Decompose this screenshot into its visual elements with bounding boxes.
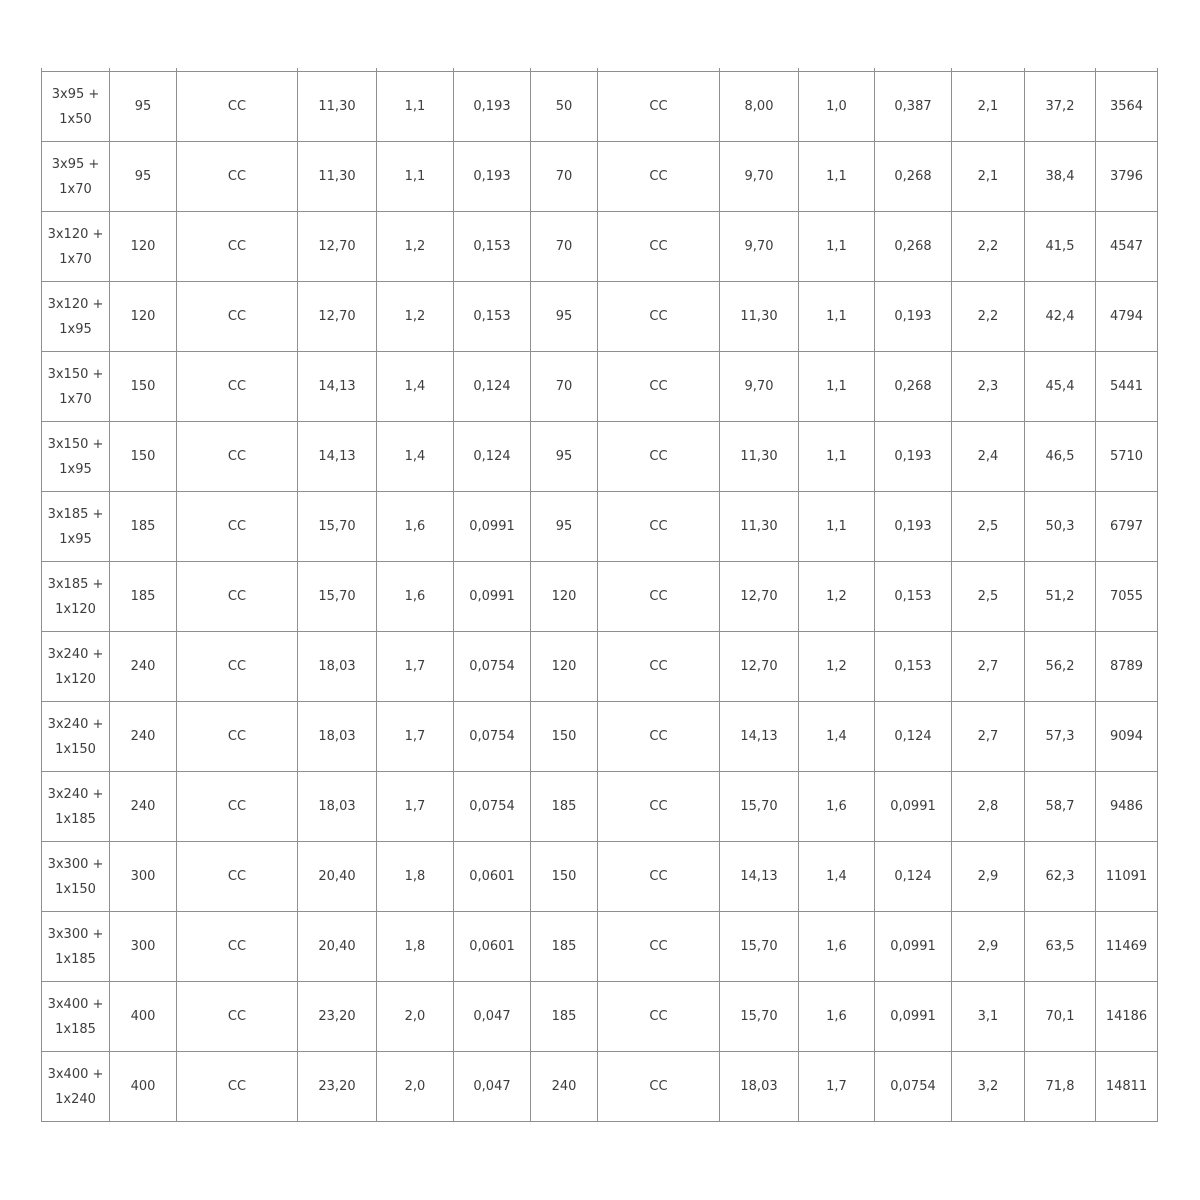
- cable-mark-line1: 3x150 +: [47, 436, 104, 452]
- cell-outer-diameter: 57,3: [1025, 702, 1096, 772]
- cell-phase-insulation-thickness: 1,8: [377, 842, 454, 912]
- table-row: [42, 72, 1158, 142]
- cell-phase-conductor-type: CC: [177, 352, 298, 422]
- cell-outer-diameter: 42,4: [1025, 282, 1096, 352]
- cell-phase-insulation-thickness: 2,0: [377, 982, 454, 1052]
- table-row: [42, 562, 1158, 632]
- cell-phase-conductor-type: CC: [177, 912, 298, 982]
- cell-neutral-resistance: 0,0991: [875, 772, 952, 842]
- cell-neutral-conductor-diameter: 15,70: [720, 982, 799, 1052]
- cell-neutral-resistance: 0,124: [875, 842, 952, 912]
- cell-phase-insulation-thickness: 1,4: [377, 352, 454, 422]
- cell-neutral-conductor-type: CC: [598, 352, 720, 422]
- cell-phase-section: 240: [110, 772, 177, 842]
- cell-phase-conductor-type: CC: [177, 772, 298, 842]
- cell-sheath-thickness: 2,7: [952, 632, 1025, 702]
- cable-mark-line1: 3x300 +: [47, 856, 104, 872]
- table-row: [42, 842, 1158, 912]
- cell-weight: 4547: [1096, 212, 1158, 282]
- cell-neutral-conductor-type: CC: [598, 772, 720, 842]
- cell-phase-insulation-thickness: 2,0: [377, 1052, 454, 1122]
- cell-cable-mark: [42, 982, 110, 1052]
- cell-outer-diameter: 50,3: [1025, 492, 1096, 562]
- cell-phase-insulation-thickness: 1,2: [377, 282, 454, 352]
- cable-mark-line2: 1x95: [59, 531, 92, 547]
- cell-outer-diameter: 41,5: [1025, 212, 1096, 282]
- cell-neutral-resistance: 0,0991: [875, 912, 952, 982]
- cell-neutral-insulation-thickness: 1,4: [799, 702, 875, 772]
- cell-weight: 7055: [1096, 562, 1158, 632]
- cell-neutral-insulation-thickness: 1,1: [799, 282, 875, 352]
- cell-sheath-thickness: 2,9: [952, 912, 1025, 982]
- cell-neutral-section: 185: [531, 982, 598, 1052]
- cell-sheath-thickness: 2,2: [952, 282, 1025, 352]
- cell-neutral-conductor-diameter: 11,30: [720, 492, 799, 562]
- cell-neutral-conductor-type: CC: [598, 282, 720, 352]
- cell-phase-conductor-diameter: 20,40: [298, 842, 377, 912]
- cell-phase-resistance: 0,047: [454, 982, 531, 1052]
- cell-neutral-section: 95: [531, 282, 598, 352]
- cell-weight: 3796: [1096, 142, 1158, 212]
- cable-mark-line2: 1x185: [55, 811, 96, 827]
- cell-phase-insulation-thickness: 1,2: [377, 212, 454, 282]
- table-body: [42, 68, 1158, 1122]
- cell-phase-resistance: 0,0601: [454, 912, 531, 982]
- cell-neutral-resistance: 0,268: [875, 352, 952, 422]
- cell-neutral-conductor-diameter: 8,00: [720, 72, 799, 142]
- table-row: [42, 1052, 1158, 1122]
- cell-weight: 8789: [1096, 632, 1158, 702]
- table-row: [42, 982, 1158, 1052]
- cell-cable-mark: [42, 632, 110, 702]
- cell-neutral-conductor-diameter: 9,70: [720, 212, 799, 282]
- cell-neutral-conductor-diameter: 15,70: [720, 772, 799, 842]
- cell-phase-conductor-diameter: 11,30: [298, 142, 377, 212]
- cell-neutral-conductor-type: CC: [598, 1052, 720, 1122]
- cable-mark-line2: 1x95: [59, 461, 92, 477]
- table-row: [42, 352, 1158, 422]
- cell-phase-resistance: 0,0991: [454, 492, 531, 562]
- cable-mark-line2: 1x185: [55, 1021, 96, 1037]
- cell-phase-conductor-diameter: 20,40: [298, 912, 377, 982]
- cell-neutral-conductor-diameter: 9,70: [720, 142, 799, 212]
- cell-sheath-thickness: 2,9: [952, 842, 1025, 912]
- cell-phase-conductor-diameter: 23,20: [298, 1052, 377, 1122]
- cell-neutral-insulation-thickness: 1,6: [799, 772, 875, 842]
- cell-neutral-resistance: 0,193: [875, 492, 952, 562]
- cell-neutral-conductor-type: CC: [598, 422, 720, 492]
- cell-neutral-conductor-diameter: 11,30: [720, 282, 799, 352]
- cell-phase-insulation-thickness: 1,7: [377, 772, 454, 842]
- cell-neutral-conductor-diameter: 11,30: [720, 422, 799, 492]
- cell-phase-section: 240: [110, 632, 177, 702]
- cell-phase-section: 300: [110, 842, 177, 912]
- cell-sheath-thickness: 2,1: [952, 142, 1025, 212]
- cell-weight: 14186: [1096, 982, 1158, 1052]
- cell-phase-conductor-type: CC: [177, 632, 298, 702]
- cell-phase-conductor-type: CC: [177, 842, 298, 912]
- cell-sheath-thickness: 2,1: [952, 72, 1025, 142]
- cable-mark-line2: 1x150: [55, 881, 96, 897]
- cell-neutral-insulation-thickness: 1,1: [799, 142, 875, 212]
- cable-mark-line2: 1x120: [55, 601, 96, 617]
- cell-neutral-resistance: 0,193: [875, 282, 952, 352]
- cable-mark-line2: 1x185: [55, 951, 96, 967]
- cell-neutral-resistance: 0,0991: [875, 982, 952, 1052]
- cell-neutral-section: 95: [531, 492, 598, 562]
- cell-phase-conductor-type: CC: [177, 282, 298, 352]
- cell-phase-conductor-type: CC: [177, 1052, 298, 1122]
- cell-phase-section: 150: [110, 422, 177, 492]
- cell-sheath-thickness: 2,5: [952, 562, 1025, 632]
- cell-phase-conductor-type: CC: [177, 142, 298, 212]
- cell-neutral-resistance: 0,0754: [875, 1052, 952, 1122]
- cell-neutral-insulation-thickness: 1,1: [799, 492, 875, 562]
- cell-weight: 9094: [1096, 702, 1158, 772]
- cell-phase-conductor-diameter: 12,70: [298, 282, 377, 352]
- cell-outer-diameter: 46,5: [1025, 422, 1096, 492]
- cable-mark-line2: 1x70: [59, 391, 92, 407]
- cell-cable-mark: [42, 912, 110, 982]
- cell-phase-section: 185: [110, 492, 177, 562]
- cell-weight: 14811: [1096, 1052, 1158, 1122]
- cell-weight: 3564: [1096, 72, 1158, 142]
- cable-mark-line1: 3x185 +: [47, 506, 104, 522]
- cell-phase-conductor-type: CC: [177, 422, 298, 492]
- cable-spec-table-container: [41, 68, 1158, 1122]
- cable-spec-table: [41, 68, 1158, 1122]
- cell-sheath-thickness: 2,7: [952, 702, 1025, 772]
- cell-neutral-conductor-diameter: 9,70: [720, 352, 799, 422]
- cell-neutral-insulation-thickness: 1,2: [799, 632, 875, 702]
- cell-phase-section: 300: [110, 912, 177, 982]
- cell-neutral-section: 120: [531, 632, 598, 702]
- cable-mark-line1: 3x120 +: [47, 226, 104, 242]
- cell-neutral-conductor-type: CC: [598, 212, 720, 282]
- cell-neutral-insulation-thickness: 1,7: [799, 1052, 875, 1122]
- cell-cable-mark: [42, 842, 110, 912]
- cell-neutral-conductor-diameter: 14,13: [720, 842, 799, 912]
- cell-neutral-conductor-type: CC: [598, 72, 720, 142]
- cell-neutral-resistance: 0,124: [875, 702, 952, 772]
- table-row: [42, 492, 1158, 562]
- cell-phase-conductor-diameter: 23,20: [298, 982, 377, 1052]
- cell-phase-section: 95: [110, 72, 177, 142]
- cable-mark-line1: 3x400 +: [47, 1066, 104, 1082]
- cell-phase-conductor-diameter: 15,70: [298, 492, 377, 562]
- cell-cable-mark: [42, 72, 110, 142]
- cell-cable-mark: [42, 282, 110, 352]
- cell-neutral-insulation-thickness: 1,0: [799, 72, 875, 142]
- cell-outer-diameter: 62,3: [1025, 842, 1096, 912]
- cell-phase-section: 120: [110, 212, 177, 282]
- cable-mark-line1: 3x120 +: [47, 296, 104, 312]
- cell-phase-conductor-diameter: 18,03: [298, 772, 377, 842]
- cell-neutral-insulation-thickness: 1,4: [799, 842, 875, 912]
- cell-weight: 9486: [1096, 772, 1158, 842]
- cell-sheath-thickness: 2,2: [952, 212, 1025, 282]
- cable-mark-line1: 3x400 +: [47, 996, 104, 1012]
- cell-cable-mark: [42, 1052, 110, 1122]
- cell-weight: 6797: [1096, 492, 1158, 562]
- cell-outer-diameter: 45,4: [1025, 352, 1096, 422]
- cell-phase-conductor-diameter: 18,03: [298, 632, 377, 702]
- cell-phase-resistance: 0,0601: [454, 842, 531, 912]
- cell-neutral-conductor-type: CC: [598, 142, 720, 212]
- cell-cable-mark: [42, 702, 110, 772]
- cell-neutral-section: 70: [531, 352, 598, 422]
- cell-phase-resistance: 0,153: [454, 212, 531, 282]
- cell-neutral-resistance: 0,387: [875, 72, 952, 142]
- cell-phase-conductor-diameter: 15,70: [298, 562, 377, 632]
- cell-phase-insulation-thickness: 1,4: [377, 422, 454, 492]
- cable-mark-line1: 3x300 +: [47, 926, 104, 942]
- cell-cable-mark: [42, 772, 110, 842]
- table-row: [42, 282, 1158, 352]
- cell-neutral-conductor-diameter: 14,13: [720, 702, 799, 772]
- cell-neutral-insulation-thickness: 1,1: [799, 352, 875, 422]
- table-row: [42, 632, 1158, 702]
- cable-mark-line2: 1x70: [59, 181, 92, 197]
- cell-phase-section: 400: [110, 982, 177, 1052]
- table-row: [42, 422, 1158, 492]
- cell-phase-section: 150: [110, 352, 177, 422]
- cable-mark-line2: 1x95: [59, 321, 92, 337]
- cell-weight: 11469: [1096, 912, 1158, 982]
- cell-neutral-section: 50: [531, 72, 598, 142]
- cable-mark-line2: 1x50: [59, 111, 92, 127]
- cell-outer-diameter: 37,2: [1025, 72, 1096, 142]
- table-row: [42, 702, 1158, 772]
- cable-mark-line1: 3x240 +: [47, 786, 104, 802]
- cell-phase-insulation-thickness: 1,7: [377, 702, 454, 772]
- cell-cable-mark: [42, 142, 110, 212]
- cable-mark-line1: 3x185 +: [47, 576, 104, 592]
- cell-neutral-section: 150: [531, 842, 598, 912]
- cell-phase-conductor-type: CC: [177, 982, 298, 1052]
- cell-phase-section: 95: [110, 142, 177, 212]
- cell-phase-conductor-type: CC: [177, 702, 298, 772]
- cell-neutral-resistance: 0,268: [875, 212, 952, 282]
- cell-phase-resistance: 0,124: [454, 352, 531, 422]
- cell-neutral-resistance: 0,153: [875, 562, 952, 632]
- cable-mark-line2: 1x120: [55, 671, 96, 687]
- cell-neutral-conductor-type: CC: [598, 632, 720, 702]
- cell-phase-insulation-thickness: 1,1: [377, 72, 454, 142]
- cell-neutral-conductor-type: CC: [598, 842, 720, 912]
- cable-mark-line2: 1x150: [55, 741, 96, 757]
- cell-sheath-thickness: 2,5: [952, 492, 1025, 562]
- cable-mark-line1: 3x95 +: [51, 156, 100, 172]
- cell-sheath-thickness: 2,4: [952, 422, 1025, 492]
- table-row: [42, 212, 1158, 282]
- cell-neutral-resistance: 0,268: [875, 142, 952, 212]
- cell-weight: 5441: [1096, 352, 1158, 422]
- cell-neutral-conductor-diameter: 12,70: [720, 632, 799, 702]
- cell-weight: 4794: [1096, 282, 1158, 352]
- cell-phase-conductor-type: CC: [177, 72, 298, 142]
- cell-phase-insulation-thickness: 1,6: [377, 492, 454, 562]
- cell-phase-insulation-thickness: 1,6: [377, 562, 454, 632]
- cable-mark-line1: 3x240 +: [47, 646, 104, 662]
- cell-phase-resistance: 0,0754: [454, 632, 531, 702]
- cell-neutral-section: 120: [531, 562, 598, 632]
- cell-neutral-insulation-thickness: 1,2: [799, 562, 875, 632]
- cell-neutral-resistance: 0,153: [875, 632, 952, 702]
- cell-outer-diameter: 51,2: [1025, 562, 1096, 632]
- cell-outer-diameter: 70,1: [1025, 982, 1096, 1052]
- cell-neutral-section: 70: [531, 142, 598, 212]
- cable-mark-line1: 3x150 +: [47, 366, 104, 382]
- cell-weight: 11091: [1096, 842, 1158, 912]
- cell-outer-diameter: 58,7: [1025, 772, 1096, 842]
- cell-phase-section: 400: [110, 1052, 177, 1122]
- cell-sheath-thickness: 2,8: [952, 772, 1025, 842]
- cell-weight: 5710: [1096, 422, 1158, 492]
- cell-outer-diameter: 38,4: [1025, 142, 1096, 212]
- cell-neutral-conductor-type: CC: [598, 492, 720, 562]
- cell-phase-conductor-type: CC: [177, 212, 298, 282]
- cell-neutral-insulation-thickness: 1,1: [799, 212, 875, 282]
- cell-phase-resistance: 0,0754: [454, 702, 531, 772]
- cell-neutral-section: 70: [531, 212, 598, 282]
- cell-neutral-section: 185: [531, 772, 598, 842]
- cell-phase-resistance: 0,124: [454, 422, 531, 492]
- cell-phase-conductor-diameter: 12,70: [298, 212, 377, 282]
- cell-cable-mark: [42, 562, 110, 632]
- cell-phase-conductor-diameter: 11,30: [298, 72, 377, 142]
- cell-phase-insulation-thickness: 1,8: [377, 912, 454, 982]
- cell-neutral-section: 240: [531, 1052, 598, 1122]
- cable-mark-line2: 1x240: [55, 1091, 96, 1107]
- cable-mark-line1: 3x240 +: [47, 716, 104, 732]
- cell-neutral-section: 95: [531, 422, 598, 492]
- cell-sheath-thickness: 3,1: [952, 982, 1025, 1052]
- cell-outer-diameter: 56,2: [1025, 632, 1096, 702]
- table-row: [42, 772, 1158, 842]
- cell-neutral-section: 185: [531, 912, 598, 982]
- cell-phase-resistance: 0,153: [454, 282, 531, 352]
- cell-cable-mark: [42, 422, 110, 492]
- cell-neutral-section: 150: [531, 702, 598, 772]
- cell-sheath-thickness: 3,2: [952, 1052, 1025, 1122]
- cell-phase-section: 240: [110, 702, 177, 772]
- cell-neutral-conductor-type: CC: [598, 562, 720, 632]
- cell-phase-conductor-type: CC: [177, 562, 298, 632]
- cell-sheath-thickness: 2,3: [952, 352, 1025, 422]
- cell-neutral-insulation-thickness: 1,6: [799, 912, 875, 982]
- cable-mark-line2: 1x70: [59, 251, 92, 267]
- cell-neutral-insulation-thickness: 1,1: [799, 422, 875, 492]
- cell-outer-diameter: 71,8: [1025, 1052, 1096, 1122]
- cell-phase-resistance: 0,0754: [454, 772, 531, 842]
- cable-mark-line1: 3x95 +: [51, 86, 100, 102]
- cell-neutral-conductor-type: CC: [598, 912, 720, 982]
- cell-neutral-resistance: 0,193: [875, 422, 952, 492]
- cell-phase-resistance: 0,193: [454, 72, 531, 142]
- cell-neutral-conductor-type: CC: [598, 702, 720, 772]
- table-row: [42, 912, 1158, 982]
- cell-neutral-insulation-thickness: 1,6: [799, 982, 875, 1052]
- cell-neutral-conductor-diameter: 12,70: [720, 562, 799, 632]
- cell-outer-diameter: 63,5: [1025, 912, 1096, 982]
- table-row: [42, 142, 1158, 212]
- cell-phase-conductor-diameter: 14,13: [298, 352, 377, 422]
- cell-phase-insulation-thickness: 1,1: [377, 142, 454, 212]
- cell-cable-mark: [42, 492, 110, 562]
- cell-phase-insulation-thickness: 1,7: [377, 632, 454, 702]
- cell-neutral-conductor-type: CC: [598, 982, 720, 1052]
- cell-neutral-conductor-diameter: 15,70: [720, 912, 799, 982]
- cell-cable-mark: [42, 352, 110, 422]
- cell-phase-conductor-diameter: 18,03: [298, 702, 377, 772]
- cell-phase-conductor-diameter: 14,13: [298, 422, 377, 492]
- cell-cable-mark: [42, 212, 110, 282]
- cell-phase-section: 185: [110, 562, 177, 632]
- cell-phase-section: 120: [110, 282, 177, 352]
- cell-phase-conductor-type: CC: [177, 492, 298, 562]
- cell-neutral-conductor-diameter: 18,03: [720, 1052, 799, 1122]
- cell-phase-resistance: 0,193: [454, 142, 531, 212]
- cell-phase-resistance: 0,0991: [454, 562, 531, 632]
- cell-phase-resistance: 0,047: [454, 1052, 531, 1122]
